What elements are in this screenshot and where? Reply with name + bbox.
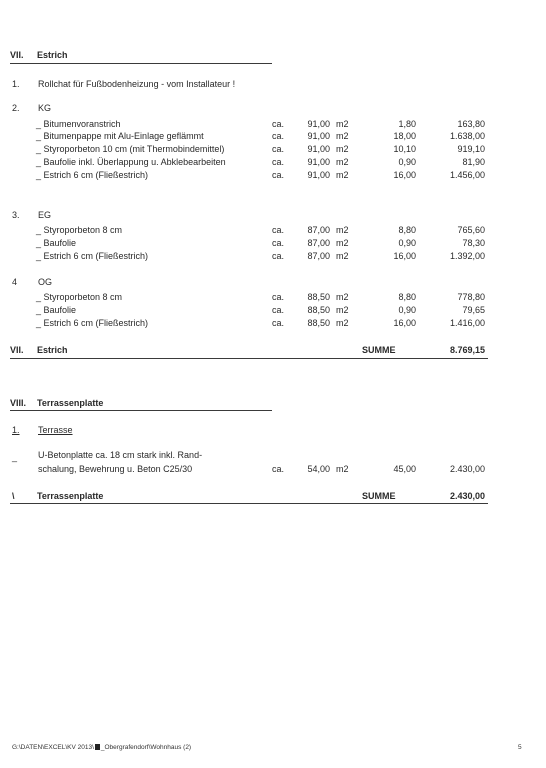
group-name: EG — [38, 210, 52, 220]
item-quantity: 91,00 — [307, 131, 330, 141]
section-number: VIII. — [10, 398, 27, 408]
item-unit-price: 10,10 — [393, 144, 416, 154]
section-underline — [10, 63, 272, 64]
item-unit: m2 — [336, 225, 349, 235]
item-unit: m2 — [336, 131, 349, 141]
item-description: _ Styroporbeton 8 cm — [36, 292, 123, 302]
item-unit: m2 — [336, 251, 349, 261]
item-row — [0, 251, 546, 262]
item-quantity: 54,00 — [307, 464, 330, 474]
item-unit-price: 16,00 — [393, 170, 416, 180]
section-title: Estrich — [37, 50, 68, 60]
item-ca: ca. — [272, 292, 285, 302]
section-title: Terrassenplatte — [37, 398, 104, 408]
item-total: 163,80 — [457, 119, 485, 129]
footer-file-path — [12, 742, 191, 753]
sum-underline — [10, 503, 488, 504]
item-quantity: 87,00 — [307, 251, 330, 261]
item-row — [0, 119, 546, 130]
item-total: 1.638,00 — [449, 131, 485, 141]
item-quantity: 91,00 — [307, 144, 330, 154]
sum-value: 2.430,00 — [449, 491, 485, 501]
item-total: 778,80 — [457, 292, 485, 302]
footer-file: _Obergrafendorf\Wohnhaus (2) — [100, 744, 192, 751]
position-number: 2. — [12, 103, 20, 113]
item-row — [0, 305, 546, 316]
item-total: 1.392,00 — [449, 251, 485, 261]
position-number: 3. — [12, 210, 20, 220]
item-unit: m2 — [336, 170, 349, 180]
item-description: _ Bitumenpappe mit Alu-Einlage geflämmt — [36, 131, 204, 141]
item-total: 765,60 — [457, 225, 485, 235]
item-quantity: 87,00 — [307, 225, 330, 235]
item-unit-price: 8,80 — [398, 225, 416, 235]
item-description: _ Baufolie — [36, 238, 77, 248]
item-unit: m2 — [336, 305, 349, 315]
section-underline — [10, 410, 272, 411]
item-unit-price: 16,00 — [393, 251, 416, 261]
item-total: 919,10 — [457, 144, 485, 154]
item-description: _ Styroporbeton 8 cm — [36, 225, 123, 235]
item-row — [0, 144, 546, 155]
item-description-continued: schalung, Bewehrung u. Beton C25/30 — [38, 464, 193, 474]
item-description: _ Baufolie inkl. Überlappung u. Abklebearbeiten — [36, 157, 226, 167]
sum-label: SUMME — [362, 345, 396, 355]
item-description: _ Baufolie — [36, 305, 77, 315]
item-row — [0, 225, 546, 236]
item-unit-price: 18,00 — [393, 131, 416, 141]
item-row — [0, 464, 546, 475]
sum-title: Estrich — [37, 345, 68, 355]
item-unit-price: 1,80 — [398, 119, 416, 129]
sum-title: Terrassenplatte — [37, 491, 104, 501]
item-unit: m2 — [336, 238, 349, 248]
sum-label: SUMME — [362, 491, 396, 501]
item-unit: m2 — [336, 119, 349, 129]
sum-underline — [10, 358, 488, 359]
item-quantity: 91,00 — [307, 119, 330, 129]
item-quantity: 91,00 — [307, 157, 330, 167]
sum-number: \ — [12, 491, 15, 501]
item-total: 2.430,00 — [449, 464, 485, 474]
item-ca: ca. — [272, 131, 285, 141]
item-quantity: 91,00 — [307, 170, 330, 180]
item-quantity: 88,50 — [307, 292, 330, 302]
item-quantity: 88,50 — [307, 305, 330, 315]
group-name: OG — [38, 277, 53, 287]
item-unit-price: 45,00 — [393, 464, 416, 474]
item-description: _ Estrich 6 cm (Fließestrich) — [36, 170, 149, 180]
item-row — [0, 131, 546, 142]
item-ca: ca. — [272, 251, 285, 261]
item-unit-price: 0,90 — [398, 305, 416, 315]
excel-file-icon — [95, 744, 100, 750]
item-total: 1.456,00 — [449, 170, 485, 180]
item-ca: ca. — [272, 144, 285, 154]
item-unit: m2 — [336, 292, 349, 302]
item-description: _ Styroporbeton 10 cm (mit Thermobindemittel) — [36, 144, 225, 154]
item-ca: ca. — [272, 318, 285, 328]
item-quantity: 88,50 — [307, 318, 330, 328]
item-description: _ Estrich 6 cm (Fließestrich) — [36, 318, 149, 328]
item-total: 1.416,00 — [449, 318, 485, 328]
item-dash: _ — [12, 452, 18, 462]
item-unit: m2 — [336, 318, 349, 328]
group-name: KG — [38, 103, 52, 113]
position-number: 1. — [12, 425, 20, 435]
item-ca: ca. — [272, 238, 285, 248]
item-total: 79,65 — [462, 305, 485, 315]
item-ca: ca. — [272, 225, 285, 235]
item-description: U-Betonplatte ca. 18 cm stark inkl. Rand- — [38, 450, 203, 460]
item-row — [0, 157, 546, 168]
item-ca: ca. — [272, 464, 285, 474]
item-row — [0, 238, 546, 249]
note-text: Rollchat für Fußbodenheizung - vom Installateur ! — [38, 79, 236, 89]
item-row — [0, 292, 546, 303]
section-number: VII. — [10, 50, 24, 60]
item-ca: ca. — [272, 305, 285, 315]
item-total: 81,90 — [462, 157, 485, 167]
item-ca: ca. — [272, 170, 285, 180]
item-unit-price: 8,80 — [398, 292, 416, 302]
item-row — [0, 318, 546, 329]
item-ca: ca. — [272, 157, 285, 167]
footer-path: G:\DATEN\EXCEL\KV 2013\ — [12, 744, 94, 751]
sum-number: VII. — [10, 345, 24, 355]
item-description: _ Bitumenvoranstrich — [36, 119, 121, 129]
item-unit: m2 — [336, 157, 349, 167]
group-name: Terrasse — [38, 425, 73, 435]
item-unit: m2 — [336, 464, 349, 474]
item-row — [0, 170, 546, 181]
item-unit: m2 — [336, 144, 349, 154]
sum-value: 8.769,15 — [449, 345, 485, 355]
item-ca: ca. — [272, 119, 285, 129]
position-number: 4 — [12, 277, 18, 287]
position-number: 1. — [12, 79, 20, 89]
item-total: 78,30 — [462, 238, 485, 248]
item-unit-price: 0,90 — [398, 157, 416, 167]
item-quantity: 87,00 — [307, 238, 330, 248]
page-number: 5 — [518, 744, 522, 751]
item-unit-price: 16,00 — [393, 318, 416, 328]
item-description: _ Estrich 6 cm (Fließestrich) — [36, 251, 149, 261]
item-unit-price: 0,90 — [398, 238, 416, 248]
